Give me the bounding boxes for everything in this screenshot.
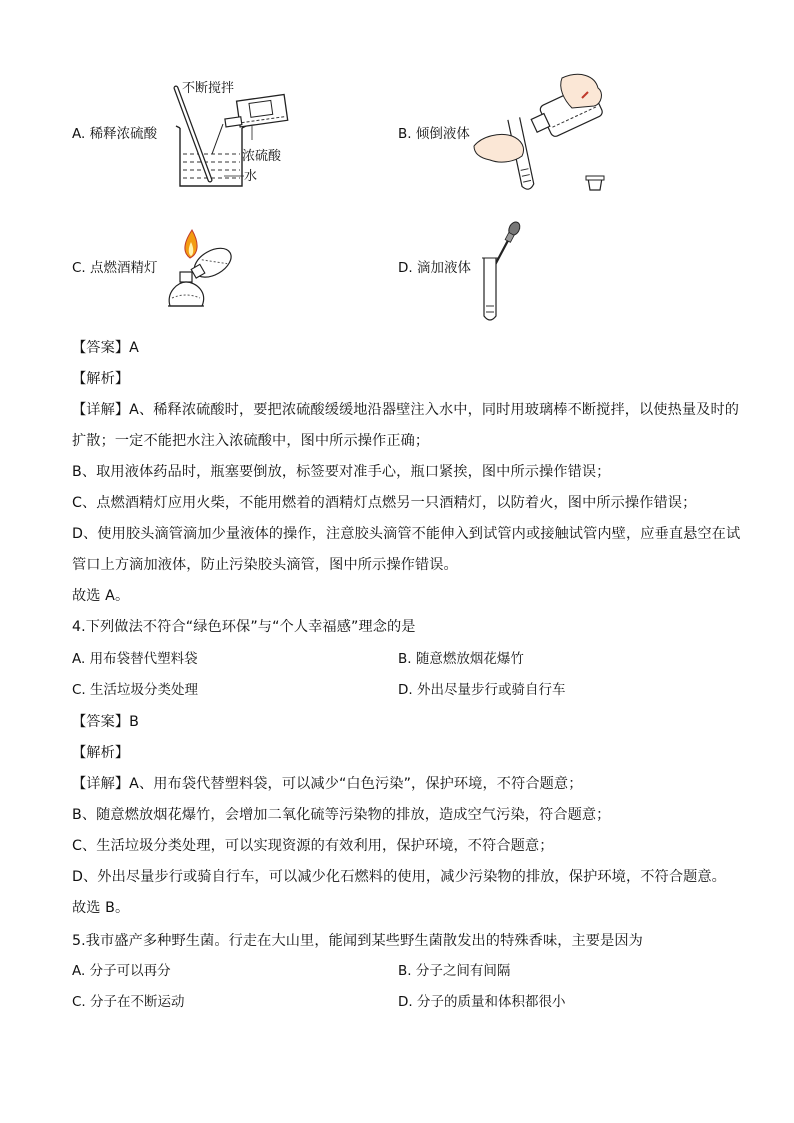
q4-answer: 【答案】B <box>72 714 139 730</box>
q5-option-d: D. 分子的质量和体积都很小 <box>398 994 566 1010</box>
q3-detail-line: C、点燃酒精灯应用火柴，不能用燃着的酒精灯点燃另一只酒精灯，以防着火，图中所示操作错误； <box>72 495 697 511</box>
q4-detail-line: B、随意燃放烟花爆竹，会增加二氧化硫等污染物的排放，造成空气污染，符合题意； <box>72 807 611 823</box>
q3-detail-line: 管口上方滴加液体，防止污染胶头滴管，图中所示操作错误。 <box>72 557 458 573</box>
q4-option-b: B. 随意燃放烟花爆竹 <box>398 651 524 667</box>
q5-stem: 5.我市盛产多种野生菌。行走在大山里，能闻到某些野生菌散发出的特殊香味，主要是因为 <box>72 933 643 949</box>
q4-analysis-title: 【解析】 <box>72 745 130 761</box>
q3-conclusion: 故选 A。 <box>72 588 130 604</box>
q3-detail-line: 【详解】A、稀释浓硫酸时，要把浓硫酸缓缓地沿器壁注入水中，同时用玻璃棒不断搅拌，以使热量及时的 <box>72 402 740 418</box>
q4-stem: 4.下列做法不符合“绿色环保”与“个人幸福感”理念的是 <box>72 619 416 635</box>
q3-detail-line: D、使用胶头滴管滴加少量液体的操作，注意胶头滴管不能伸入到试管内或接触试管内壁，应垂直悬空在试 <box>72 526 741 542</box>
figure-alcohol-lamp <box>160 226 240 316</box>
q3-option-d: D. 滴加液体 <box>398 260 471 276</box>
q4-detail-line: D、外出尽量步行或骑自行车，可以减少化石燃料的使用，减少污染物的排放，保护环境，不符合题意。 <box>72 869 726 885</box>
q5-option-b: B. 分子之间有间隔 <box>398 963 511 979</box>
figure-dropper <box>474 218 524 328</box>
q3-option-c: C. 点燃酒精灯 <box>72 260 158 276</box>
q3-analysis-title: 【解析】 <box>72 371 130 387</box>
q4-option-d: D. 外出尽量步行或骑自行车 <box>398 682 566 698</box>
q5-option-a: A. 分子可以再分 <box>72 963 171 979</box>
q4-option-c: C. 生活垃圾分类处理 <box>72 682 199 698</box>
q3-option-b: B. 倾倒液体 <box>398 126 470 142</box>
q4-detail-line: 【详解】A、用布袋代替塑料袋，可以减少“白色污染”，保护环境，不符合题意； <box>72 776 583 792</box>
q4-conclusion: 故选 B。 <box>72 900 130 916</box>
q3-detail-line: 扩散；一定不能把水注入浓硫酸中，图中所示操作正确； <box>72 433 430 449</box>
q3-detail-line: B、取用液体药品时，瓶塞要倒放，标签要对准手心，瓶口紧挨，图中所示操作错误； <box>72 464 611 480</box>
figure-pour-liquid <box>470 68 620 198</box>
q3-option-a: A. 稀释浓硫酸 <box>72 126 158 142</box>
label-stir: 不断搅拌 <box>182 81 235 96</box>
q4-detail-line: C、生活垃圾分类处理，可以实现资源的有效利用，保护环境，不符合题意； <box>72 838 554 854</box>
q3-answer: 【答案】A <box>72 340 139 356</box>
label-acid: 浓硫酸 <box>242 149 282 164</box>
label-water: 水 <box>244 169 258 184</box>
q5-option-c: C. 分子在不断运动 <box>72 994 185 1010</box>
figure-dilute-acid <box>160 80 300 190</box>
q4-option-a: A. 用布袋替代塑料袋 <box>72 651 198 667</box>
